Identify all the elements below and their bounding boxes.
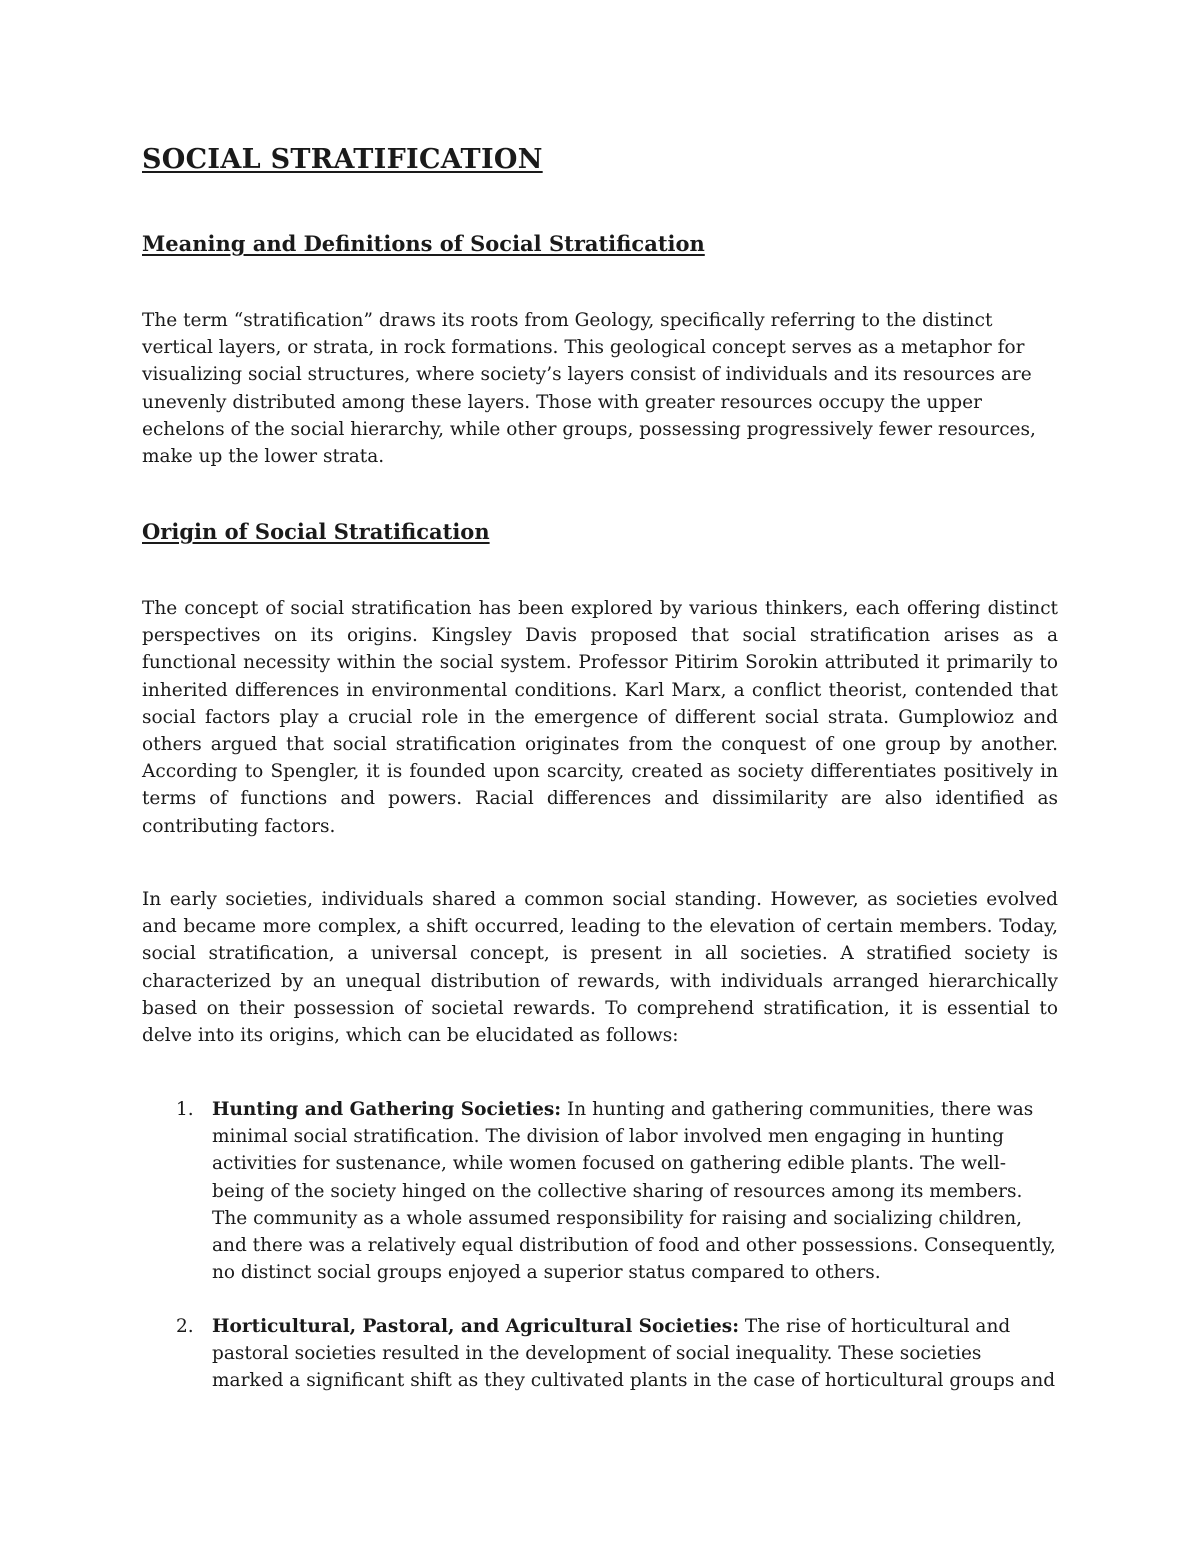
list-item-term: Horticultural, Pastoral, and Agricultural Societies:: [212, 1316, 740, 1337]
list-item-body: [212, 1096, 1058, 1286]
list-item-number: 2.: [176, 1316, 194, 1337]
section-heading-meaning: Meaning and Definitions of Social Stratification: [142, 231, 705, 256]
list-item-term: Hunting and Gathering Societies:: [212, 1099, 562, 1120]
section-heading-origin: Origin of Social Stratification: [142, 519, 490, 544]
paragraph-meaning: The term “stratification” draws its roots from Geology, specifically referring to the distinct vertical layers, or strata, in rock formations. This geological concept serves as a metaphor for visualizing social structures, where society’s layers consist of individuals and its resources are unevenly distributed among these layers. Those with greater resources occupy the upper echelons of the social hierarchy, while other groups, possessing progressively fewer resources, make up the lower strata.: [142, 310, 1036, 468]
list-item-text: In hunting and gathering communities, there was minimal social stratification. The division of labor involved men engaging in hunting activities for sustenance, while women focused on gathering edible plants. The well-being of the society hinged on the collective sharing of resources among its members. The community as a whole assumed responsibility for raising and socializing children, and there was a relatively equal distribution of food and other possessions. Consequently, no distinct social groups enjoyed a superior status compared to others.: [212, 1099, 1056, 1284]
document-title: SOCIAL STRATIFICATION: [142, 144, 543, 175]
list-item-number: 1.: [176, 1099, 194, 1120]
list-item-body: [212, 1313, 1058, 1395]
list-item-text: The rise of horticultural and pastoral societies resulted in the development of social inequality. These societies marked a significant shift as they cultivated plants in the case of horticultural groups and: [212, 1316, 1056, 1392]
paragraph-origin-early-societies: In early societies, individuals shared a common social standing. However, as societies evolved and became more complex, a shift occurred, leading to the elevation of certain members. Today, social stratification, a universal concept, is present in all societies. A stratified society is characterized by an unequal distribution of rewards, with individuals arranged hierarchically based on their possession of societal rewards. To comprehend stratification, it is essential to delve into its origins, which can be elucidated as follows:: [142, 889, 1058, 1047]
paragraph-origin-theories: The concept of social stratification has been explored by various thinkers, each offering distinct perspectives on its origins. Kingsley Davis proposed that social stratification arises as a functional necessity within the social system. Professor Pitirim Sorokin attributed it primarily to inherited differences in environmental conditions. Karl Marx, a conflict theorist, contended that social factors play a crucial role in the emergence of different social strata. Gumplowioz and others argued that social stratification originates from the conquest of one group by another. According to Spengler, it is founded upon scarcity, created as society differentiates positively in terms of functions and powers. Racial differences and dissimilarity are also identified as contributing factors.: [142, 598, 1058, 837]
